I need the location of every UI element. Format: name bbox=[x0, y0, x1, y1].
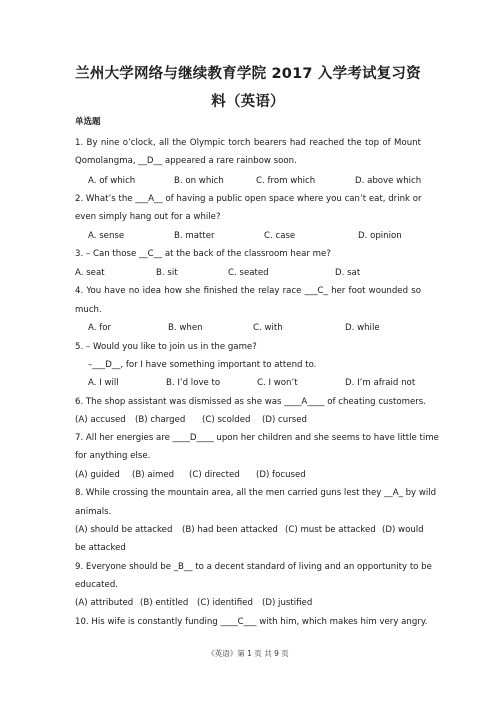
question-1-option-a: A. of which bbox=[88, 176, 136, 186]
question-4-option-b: B. when bbox=[168, 323, 203, 333]
question-5-option-c: C. I won’t bbox=[257, 378, 298, 388]
question-6-option-a: (A) accused bbox=[75, 415, 126, 425]
question-7-line-1: 7. All her energies are ____D____ upon her children and she seems to have little time bbox=[75, 433, 439, 443]
question-3-line-1: 3. – Can those __C__ at the back of the classroom hear me? bbox=[75, 249, 331, 259]
question-6-option-c: (C) scolded bbox=[202, 415, 251, 425]
question-5-option-b: B. I’d love to bbox=[166, 378, 221, 388]
question-2-option-a: A. sense bbox=[88, 231, 125, 241]
question-9-option-a: (A) attributed bbox=[75, 598, 134, 608]
question-2-option-c: C. case bbox=[264, 231, 296, 241]
question-5-line-1: 5. – Would you like to join us in the game? bbox=[75, 342, 257, 352]
question-1-line-2: Qomolangma, __D__ appeared a rare rainbow soon. bbox=[75, 156, 297, 166]
question-6-line-1: 6. The shop assistant was dismissed as she was ____A____ of cheating customers. bbox=[75, 397, 427, 407]
question-9-option-d: (D) justified bbox=[262, 598, 313, 608]
question-5-option-a: A. I will bbox=[88, 378, 119, 388]
question-5-option-d: D. I’m afraid not bbox=[345, 378, 416, 388]
question-2-line-2: even simply hang out for a while? bbox=[75, 212, 221, 222]
question-8-line-2: animals. bbox=[75, 507, 112, 517]
question-1-option-d: D. above which bbox=[355, 176, 422, 186]
question-9-option-c: (C) identified bbox=[197, 598, 253, 608]
page-footer: 《英语》第 1 页 共 9 页 bbox=[207, 649, 289, 658]
question-3-option-d: D. sat bbox=[335, 268, 361, 278]
question-1-option-c: C. from which bbox=[256, 176, 316, 186]
question-5-line-2: –___D__, for I have something important to attend to. bbox=[88, 360, 317, 370]
question-7-option-a: (A) guided bbox=[75, 470, 120, 480]
question-4-line-1: 4. You have no idea how she finished the relay race ___C_ her foot wounded so bbox=[75, 286, 421, 296]
question-9-line-2: educated. bbox=[75, 580, 119, 590]
question-9-option-b: (B) entitled bbox=[140, 598, 189, 608]
question-8-line-3: be attacked bbox=[75, 543, 126, 553]
section-heading: 单选题 bbox=[75, 117, 101, 127]
question-7-line-2: for anything else. bbox=[75, 451, 151, 461]
question-6-option-d: (D) cursed bbox=[262, 415, 307, 425]
document-title-line-1: 兰州大学网络与继续教育学院 2017 入学考试复习资 bbox=[75, 66, 421, 82]
question-3-option-a: A. seat bbox=[75, 268, 105, 278]
question-3-option-b: B. sit bbox=[156, 268, 178, 278]
question-2-option-b: B. matter bbox=[174, 231, 215, 241]
question-4-option-a: A. for bbox=[88, 323, 112, 333]
question-4-option-c: C. with bbox=[253, 323, 283, 333]
question-8-option-c: (C) must be attacked bbox=[285, 525, 376, 535]
question-7-option-b: (B) aimed bbox=[132, 470, 175, 480]
question-8-option-d: (D) would bbox=[382, 525, 424, 535]
question-8-line-1: 8. While crossing the mountain area, all the men carried guns lest they __A_ by wild bbox=[75, 488, 437, 498]
document-title-line-2: 料（英语） bbox=[211, 94, 285, 110]
question-2-line-1: 2. What’s the ___A__ of having a public open space where you can’t eat, drink or bbox=[75, 194, 422, 204]
question-8-option-a: (A) should be attacked bbox=[75, 525, 173, 535]
question-3-option-c: C. seated bbox=[228, 268, 269, 278]
question-1-line-1: 1. By nine o’clock, all the Olympic torch bearers had reached the top of Mount bbox=[75, 138, 421, 148]
question-7-option-c: (C) directed bbox=[189, 470, 240, 480]
question-1-option-b: B. on which bbox=[174, 176, 224, 186]
question-2-option-d: D. opinion bbox=[358, 231, 402, 241]
question-10-line-1: 10. His wife is constantly funding ____C___ with him, which makes him very angry. bbox=[75, 617, 428, 627]
question-7-option-d: (D) focused bbox=[256, 470, 306, 480]
question-8-option-b: (B) had been attacked bbox=[182, 525, 278, 535]
question-9-line-1: 9. Everyone should be _B__ to a decent standard of living and an opportunity to be bbox=[75, 562, 432, 572]
question-4-option-d: D. while bbox=[345, 323, 380, 333]
question-4-line-2: much. bbox=[75, 305, 102, 315]
question-6-option-b: (B) charged bbox=[135, 415, 186, 425]
